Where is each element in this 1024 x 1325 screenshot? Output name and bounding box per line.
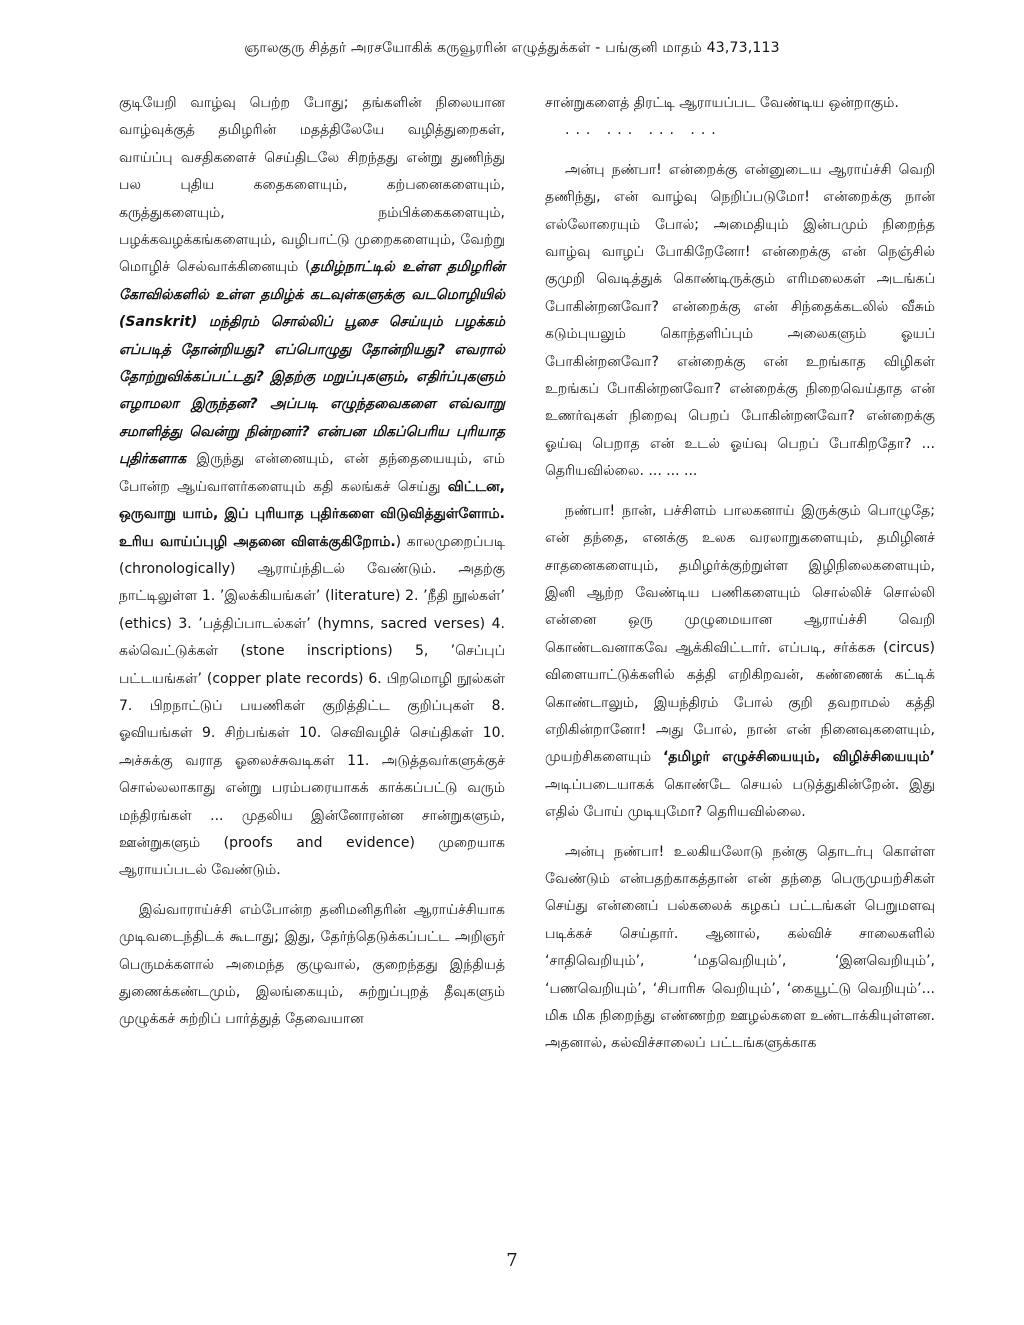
right-paragraph-2: அன்பு நண்பா! என்றைக்கு என்னுடைய ஆராய்ச்சி வெறி தணிந்து, என் வாழ்வு நெறிப்படுமோ! என்றைக்கு நான் எல்லோரையும் போல்; அமைதியும் இன்பமும் நிறைந்த வாழ்வு வாழப் போகிறேனோ! என்றைக்கு என் நெஞ்சில் குமுறி வெடித்துக் கொண்டிருக்கும் எரிமலைகள் அடங்கப் போகின்றனவோ? என்றைக்கு என் சிந்தைக்கடலில் வீசும் கடும்புயலும் கொந்தளிப்பும் அலைகளும் ஓயப் போகின்றனவோ? என்றைக்கு என் உறங்காத விழிகள் உறங்கப் போகின்றனவோ? என்றைக்கு நிறைவெய்தாத என் உணர்வுகள் நிறைவு பெறப் போகின்றனவோ? என்றைக்கு ஓய்வு பெறாத என் உடல் ஓய்வு பெறப் போகிறதோ? ... தெரியவில்லை. ... ... ...: [545, 161, 935, 480]
left-p1-text-3: ) காலமுறைப்படி (chronologically) ஆராய்ந்திடல் வேண்டும். அதற்கு நாட்டிலுள்ள 1. ’இலக்கியங்கள்’ (literature) 2. ’நீதி நூல்கள்’ (ethics) 3. ’பத்திப்பாடல்கள்’ (hymns, sacred verses) 4. கல்வெட்டுக்கள் (stone inscriptions) 5, ’செப்புப் பட்டயங்கள்’ (copper plate records) 6. பிறமொழி நூல்கள் 7. பிறநாட்டுப் பயணிகள் குறித்திட்ட குறிப்புகள் 8. ஓவியங்கள் 9. சிற்பங்கள் 10. செவிவழிச் செய்திகள் 10. அச்சுக்கு வராத ஓலைச்சுவடிகள் 11. அடுத்தவர்களுக்குச் சொல்லலாகாது என்று பரம்பரையாகக் காக்கப்பட்டு வரும் மந்திரங்கள் ... முதலிய இன்னோரன்ன சான்றுகளும், ஊன்றுகளும் (proofs and evidence) முறையாக ஆராயப்படல் வேண்டும்.: [119, 533, 505, 879]
page-number: 7: [506, 1250, 518, 1271]
right-p3-bold: ‘தமிழர் எழுச்சியையும், விழிச்சியையும்’: [662, 749, 935, 766]
left-p1-bold: விட்டன, ஒருவாறு யாம், இப் புரியாத புதிர்களை விடுவித்துள்ளோம். உரிய வாய்ப்புழி அதனை விளக்குகிறோம்.: [119, 478, 505, 550]
left-p1-text: குடியேறி வாழ்வு பெற்ற போது; தங்களின் நிலையான வாழ்வுக்குத் தமிழரின் மதத்திலேயே வழித்துறைகள், வாய்ப்பு வசதிகளைச் செய்திடலே சிறந்தது என்று துணிந்து பல புதிய கதைகளையும், கற்பனைகளையும், கருத்துகளையும், நம்பிக்கைகளையும், பழக்கவழக்கங்களையும், வழிபாட்டு முறைகளையும், வேற்று மொழிச் செல்வாக்கினையும் (: [119, 95, 505, 276]
right-p3-text: நண்பா! நான், பச்சிளம் பாலகனாய் இருக்கும் பொழுதே; என் தந்தை, எனக்கு உலக வரலாறுகளையும், தமிழினச் சாதனைகளையும், தமிழர்க்குற்றுள்ள இழிநிலைகளையும், இனி ஆற்ற வேண்டிய பணிகளையும் சொல்லிச் சொல்லி என்னை ஒரு முழுமையான ஆராய்ச்சி வெறி கொண்டவனாகவே ஆக்கிவிட்டார். எப்படி, சர்க்கசு (circus) விளையாட்டுக்களில் கத்தி எறிகிறவன், கண்ணைக் கட்டிக் கொண்டாலும், இயந்திரம் போல் குறி தவறாமல் கத்தி எறிகின்றானோ! அது போல், நான் என் நினைவுகளையும், முயற்சிகளையும்: [545, 502, 935, 766]
right-paragraph-3: [545, 498, 935, 827]
left-paragraph-1: [119, 90, 505, 885]
right-ellipsis: ... ... ... ...: [565, 122, 722, 139]
page-header: ஞாலகுரு சித்தர் அரசயோகிக் கருவூரரின் எழுத்துக்கள் - பங்குனி மாதம் 43,73,113: [244, 40, 780, 56]
right-paragraph-1: சான்றுகளைத் திரட்டி ஆராயப்பட வேண்டிய ஒன்றாகும்.: [545, 95, 899, 111]
left-column: [119, 90, 505, 1034]
left-p1-text-2: இருந்து என்னையும், என் தந்தையையும், எம் போன்ற ஆய்வாளர்களையும் கதி கலங்கச் செய்து: [119, 451, 505, 495]
left-paragraph-2: இவ்வாராய்ச்சி எம்போன்ற தனிமனிதரின் ஆராய்ச்சியாக முடிவடைந்திடக் கூடாது; இது, தேர்ந்தெடுக்கப்பட்ட அறிஞர் பெருமக்களால் அமைந்த குழுவால், குறைந்தது இந்தியத் துணைக்கண்டமும், இலங்கையும், சுற்றுப்புறத் தீவுகளும் முழுக்கச் சுற்றிப் பார்த்துத் தேவையான: [119, 901, 505, 1028]
right-p3-text-2: அடிப்படையாகக் கொண்டே செயல் படுத்துகின்றேன். இது எதில் போய் முடியுமோ? தெரியவில்லை.: [545, 776, 935, 821]
right-column: [545, 90, 935, 1058]
right-paragraph-4: அன்பு நண்பா! உலகியலோடு நன்கு தொடர்பு கொள்ள வேண்டும் என்பதற்காகத்தான் என் தந்தை பெருமுயற்சிகள் செய்து என்னைப் பல்கலைக் கழகப் பட்டங்கள் பெறுமளவு படிக்கச் செய்தார். ஆனால், கல்விச் சாலைகளில் ‘சாதிவெறியும்’, ‘மதவெறியும்’, ‘இனவெறியும்’, ‘பணவெறியும்’, ‘சிபாரிசு வெறியும்’, ‘கையூட்டு வெறியும்’... மிக மிக நிறைந்து எண்ணற்ற ஊழல்களை உண்டாக்கியுள்ளன. அதனால், கல்விச்சாலைப் பட்டங்களுக்காக: [545, 843, 935, 1052]
left-p1-bold-italic: தமிழ்நாட்டில் உள்ள தமிழரின் கோவில்களில் உள்ள தமிழ்க் கடவுள்களுக்கு வடமொழியில் (Sanskrit) மந்திரம் சொல்லிப் பூசை செய்யும் பழக்கம் எப்படித் தோன்றியது? எப்பொழுது தோன்றியது? எவரால் தோற்றுவிக்கப்பட்டது? இதற்கு மறுப்புகளும், எதிர்ப்புகளும் எழாமலா இருந்தன? அப்படி எழுந்தவைகளை எவ்வாறு சமாளித்து வென்று நின்றனர்? என்பன மிகப்பெரிய புரியாத புதிர்களாக: [119, 259, 505, 468]
